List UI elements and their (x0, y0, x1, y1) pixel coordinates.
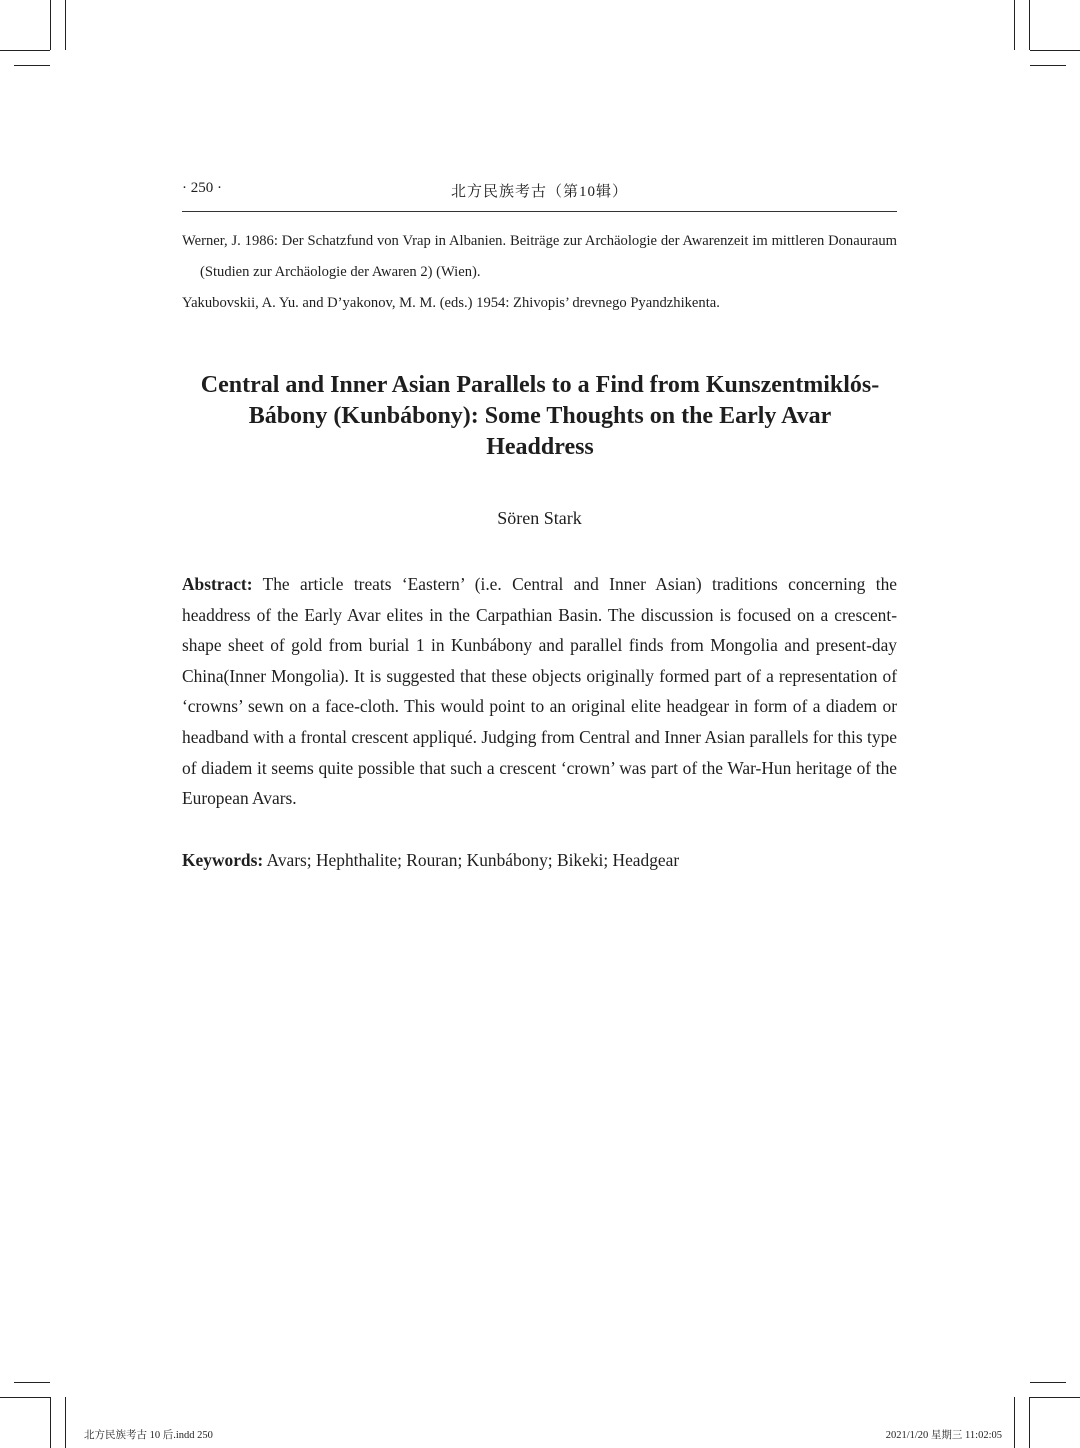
crop-mark-bottom-left (50, 1397, 51, 1448)
crop-mark-top-right (1030, 50, 1080, 51)
article-title-line: Bábony (Kunbábony): Some Thoughts on the Early Avar (248, 403, 832, 429)
reference-list (182, 226, 897, 319)
reference-item: Yakubovskii, A. Yu. and D’yakonov, M. M. (eds.) 1954: Zhivopis’ drevnego Pyandzhikenta. (182, 295, 720, 311)
crop-mark-top-left (65, 0, 66, 50)
running-title: 北方民族考古（第10辑） (450, 184, 628, 200)
crop-mark-bottom-right (1030, 1397, 1080, 1398)
crop-mark-top-right (1030, 65, 1066, 66)
crop-mark-top-right (1014, 0, 1015, 50)
print-slug-timestamp: 2021/1/20 星期三 11:02:05 (885, 1430, 1002, 1441)
article-author: Sören Stark (497, 508, 582, 528)
keywords-label: Keywords: (182, 850, 264, 870)
keywords (182, 845, 897, 875)
crop-mark-top-left (14, 65, 50, 66)
crop-mark-bottom-left (65, 1397, 66, 1448)
crop-mark-bottom-left (0, 1397, 50, 1398)
article-title (175, 370, 905, 463)
keywords-text: Avars; Hephthalite; Rouran; Kunbábony; Bikeki; Headgear (266, 850, 680, 870)
crop-mark-bottom-right (1029, 1397, 1030, 1448)
crop-mark-top-left (0, 50, 50, 51)
page-number: · 250 · (182, 180, 222, 196)
crop-mark-bottom-left (14, 1382, 50, 1383)
crop-mark-bottom-right (1030, 1382, 1066, 1383)
article-title-line: Headdress (486, 434, 594, 460)
abstract-text: The article treats ‘Eastern’ (i.e. Central and Inner Asian) traditions concerning the headdress of the Early Avar elites in the Carpathian Basin. The discussion is focused on a crescent-shape sheet of gold from burial 1 in Kunbábony and parallel finds from Mongolia and present-day China(Inner Mongolia). It is suggested that these objects originally formed part of a representation of ‘crowns’ sewn on a face-cloth. This would point to an original elite headgear in form of a diadem or headband with a frontal crescent appliqué. Judging from Central and Inner Asian parallels for this type of diadem it seems quite possible that such a crescent ‘crown’ was part of the War-Hun heritage of the European Avars. (182, 574, 897, 809)
article-title-line: Central and Inner Asian Parallels to a Find from Kunszentmiklós- (200, 372, 880, 398)
header-divider (182, 211, 897, 212)
abstract (182, 569, 897, 814)
running-header (182, 178, 897, 202)
reference-item: Werner, J. 1986: Der Schatzfund von Vrap in Albanien. Beiträge zur Archäologie der Awarenzeit im mittleren Donauraum (Studien zur Archäologie der Awaren 2) (Wien). (182, 233, 897, 280)
abstract-label: Abstract: (182, 574, 253, 594)
crop-mark-top-right (1029, 0, 1030, 50)
print-slug-file: 北方民族考古 10 后.indd 250 (84, 1430, 213, 1441)
crop-mark-bottom-right (1014, 1397, 1015, 1448)
crop-mark-top-left (50, 0, 51, 50)
